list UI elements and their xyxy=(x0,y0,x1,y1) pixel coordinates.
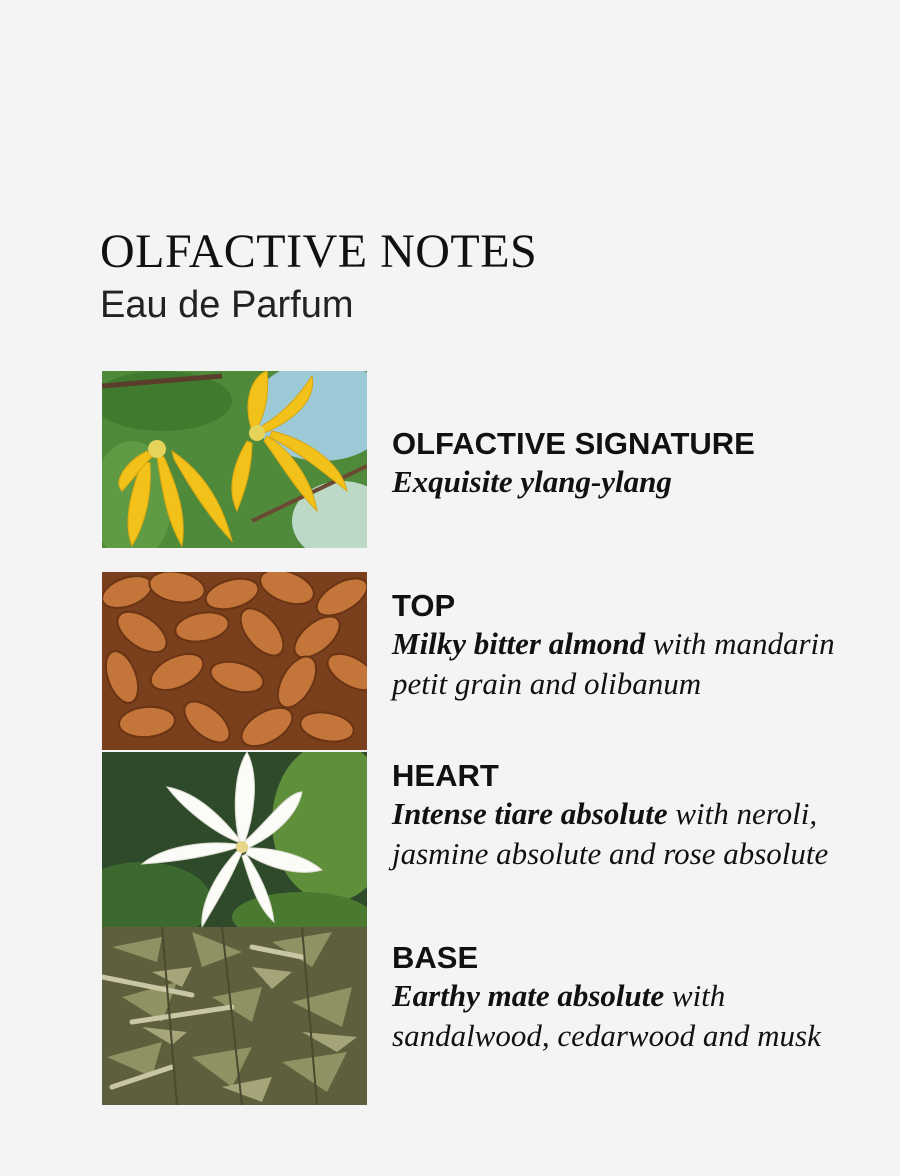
note-description xyxy=(392,624,882,704)
note-heart xyxy=(392,758,882,874)
note-highlight: Intense tiare absolute xyxy=(392,795,668,831)
note-rest: with sandalwood, cedarwood and musk xyxy=(392,977,821,1053)
note-description xyxy=(392,794,882,874)
note-top xyxy=(392,588,882,704)
mate-leaves-image xyxy=(102,927,367,1105)
note-highlight: Earthy mate absolute xyxy=(392,977,665,1013)
page-subtitle: Eau de Parfum xyxy=(100,284,354,326)
note-highlight: Exquisite ylang-ylang xyxy=(392,463,672,499)
note-description xyxy=(392,462,882,502)
note-highlight: Milky bitter almond xyxy=(392,625,646,661)
note-label: OLFACTIVE SIGNATURE xyxy=(392,426,755,461)
note-base xyxy=(392,940,882,1056)
almonds-image xyxy=(102,572,367,750)
note-rest: with neroli, jasmine absolute and rose absolute xyxy=(392,795,829,871)
note-olfactive-signature xyxy=(392,426,882,502)
note-label: HEART xyxy=(392,758,499,793)
ylang-ylang-image xyxy=(102,371,367,548)
note-label: BASE xyxy=(392,940,479,975)
note-label: TOP xyxy=(392,588,456,623)
note-description xyxy=(392,976,882,1056)
tiare-flower-image xyxy=(102,752,367,927)
page-title: OLFACTIVE NOTES xyxy=(100,225,538,278)
note-rest: with mandarin petit grain and olibanum xyxy=(392,625,835,701)
